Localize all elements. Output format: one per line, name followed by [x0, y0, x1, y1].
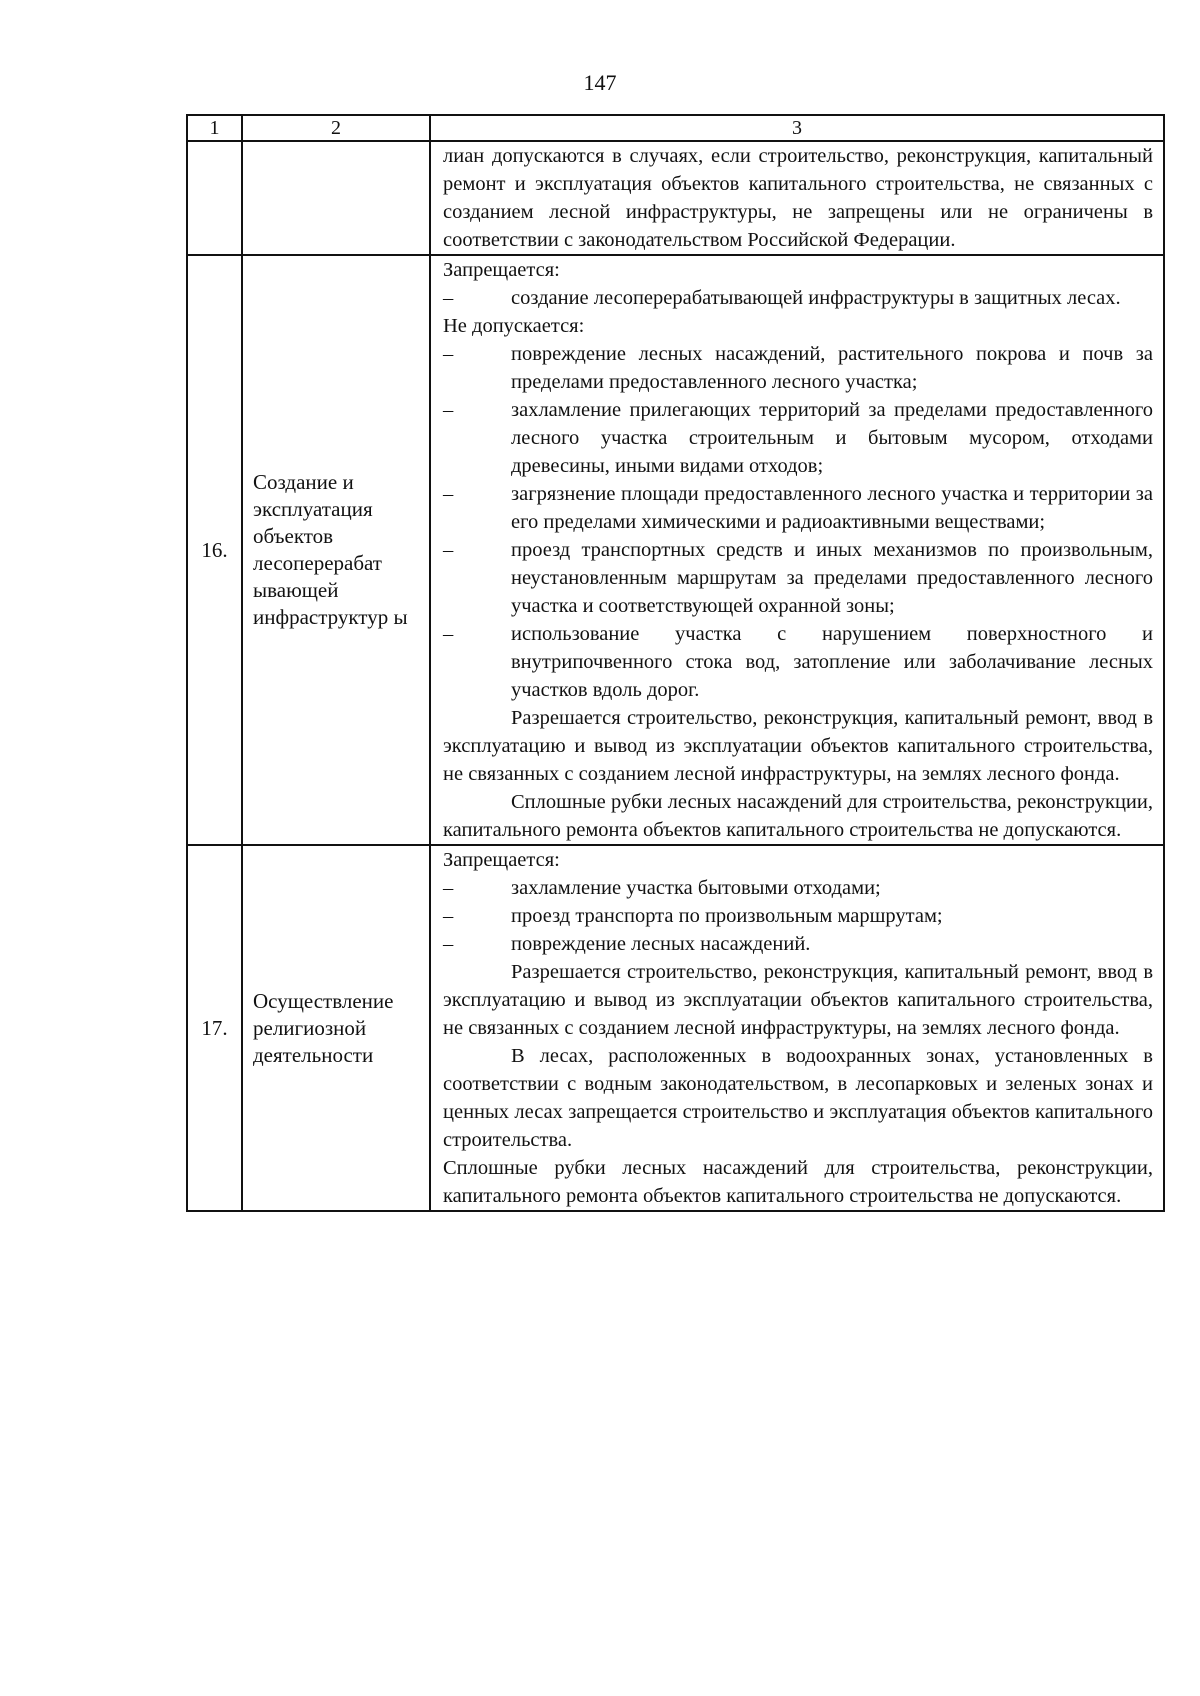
- dash-list-item: [443, 536, 1153, 620]
- dash-marker: –: [443, 877, 454, 899]
- dash-item-text: проезд транспортных средств и иных механизмов по произвольным, неустановленным маршрутам за пределами предоставленного лесного участка и соответствующей охранной зоны;: [511, 539, 1153, 617]
- dash-item-text: проезд транспорта по произвольным маршрутам;: [511, 905, 943, 927]
- dash-marker: –: [443, 933, 454, 955]
- dash-item-text: захламление прилегающих территорий за пределами предоставленного лесного участка строительным и бытовым мусором, отходами древесины, иными видами отходов;: [511, 399, 1153, 477]
- dash-list-item: [443, 284, 1153, 312]
- page-number: 147: [583, 70, 617, 95]
- dash-marker: –: [443, 343, 454, 365]
- table-row: [187, 255, 1164, 845]
- dash-item-text: загрязнение площади предоставленного лесного участка и территории за его пределами химическими и радиоактивными веществами;: [511, 483, 1153, 533]
- table-row: [187, 845, 1164, 1211]
- dash-marker: –: [443, 623, 454, 645]
- column-header-3: 3: [430, 115, 1164, 141]
- paragraph: Сплошные рубки лесных насаждений для строительства, реконструкции, капитального ремонта объектов капитального строительства не допускаются.: [443, 1157, 1153, 1207]
- dash-list-item: [443, 902, 1153, 930]
- dash-list-item: [443, 480, 1153, 536]
- dash-item-text: повреждение лесных насаждений.: [511, 933, 811, 955]
- requirements-cell: [430, 141, 1164, 255]
- dash-list-item: [443, 340, 1153, 396]
- dash-marker: –: [443, 287, 454, 309]
- dash-item-text: захламление участка бытовыми отходами;: [511, 877, 881, 899]
- table-header-row: [187, 115, 1164, 141]
- row-number: 16.: [187, 255, 242, 845]
- paragraph: Не допускается:: [443, 315, 585, 337]
- paragraph: Запрещается:: [443, 259, 560, 281]
- requirements-cell: [430, 255, 1164, 845]
- table-row: [187, 141, 1164, 255]
- requirements-cell: [430, 845, 1164, 1211]
- activity-name: [242, 141, 430, 255]
- paragraph: лиан допускаются в случаях, если строительство, реконструкция, капитальный ремонт и эксплуатация объектов капитального строительства, не связанных с созданием лесной инфраструктуры, не запрещены или не ограничены в соответствии с законодательством Российской Федерации.: [443, 145, 1153, 251]
- paragraph: В лесах, расположенных в водоохранных зонах, установленных в соответствии с водным законодательством, в лесопарковых и зеленых зонах и ценных лесах запрещается строительство и эксплуатация объектов капитального строительства.: [443, 1045, 1153, 1151]
- dash-item-text: использование участка с нарушением поверхностного и внутрипочвенного стока вод, затопление или заболачивание лесных участков вдоль дорог.: [511, 623, 1153, 701]
- dash-list-item: [443, 396, 1153, 480]
- column-header-1: 1: [187, 115, 242, 141]
- dash-list-item: [443, 874, 1153, 902]
- dash-item-text: повреждение лесных насаждений, растительного покрова и почв за пределами предоставленного лесного участка;: [511, 343, 1153, 393]
- column-header-2: 2: [242, 115, 430, 141]
- activity-name: Создание и эксплуатация объектов лесоперерабат ывающей инфраструктур ы: [242, 255, 430, 845]
- row-number: [187, 141, 242, 255]
- paragraph: Разрешается строительство, реконструкция, капитальный ремонт, ввод в эксплуатацию и вывод из эксплуатации объектов капитального строительства, не связанных с созданием лесной инфраструктуры, на землях лесного фонда.: [443, 707, 1153, 785]
- paragraph: Запрещается:: [443, 849, 560, 871]
- dash-marker: –: [443, 905, 454, 927]
- regulations-table: [186, 114, 1165, 1212]
- dash-marker: –: [443, 483, 454, 505]
- paragraph: Разрешается строительство, реконструкция, капитальный ремонт, ввод в эксплуатацию и вывод из эксплуатации объектов капитального строительства, не связанных с созданием лесной инфраструктуры, на землях лесного фонда.: [443, 961, 1153, 1039]
- dash-marker: –: [443, 539, 454, 561]
- dash-marker: –: [443, 399, 454, 421]
- row-number: 17.: [187, 845, 242, 1211]
- activity-name: Осуществление религиозной деятельности: [242, 845, 430, 1211]
- paragraph: Сплошные рубки лесных насаждений для строительства, реконструкции, капитального ремонта объектов капитального строительства не допускаются.: [443, 791, 1153, 841]
- dash-item-text: создание лесоперерабатывающей инфраструктуры в защитных лесах.: [511, 287, 1121, 309]
- dash-list-item: [443, 620, 1153, 704]
- dash-list-item: [443, 930, 1153, 958]
